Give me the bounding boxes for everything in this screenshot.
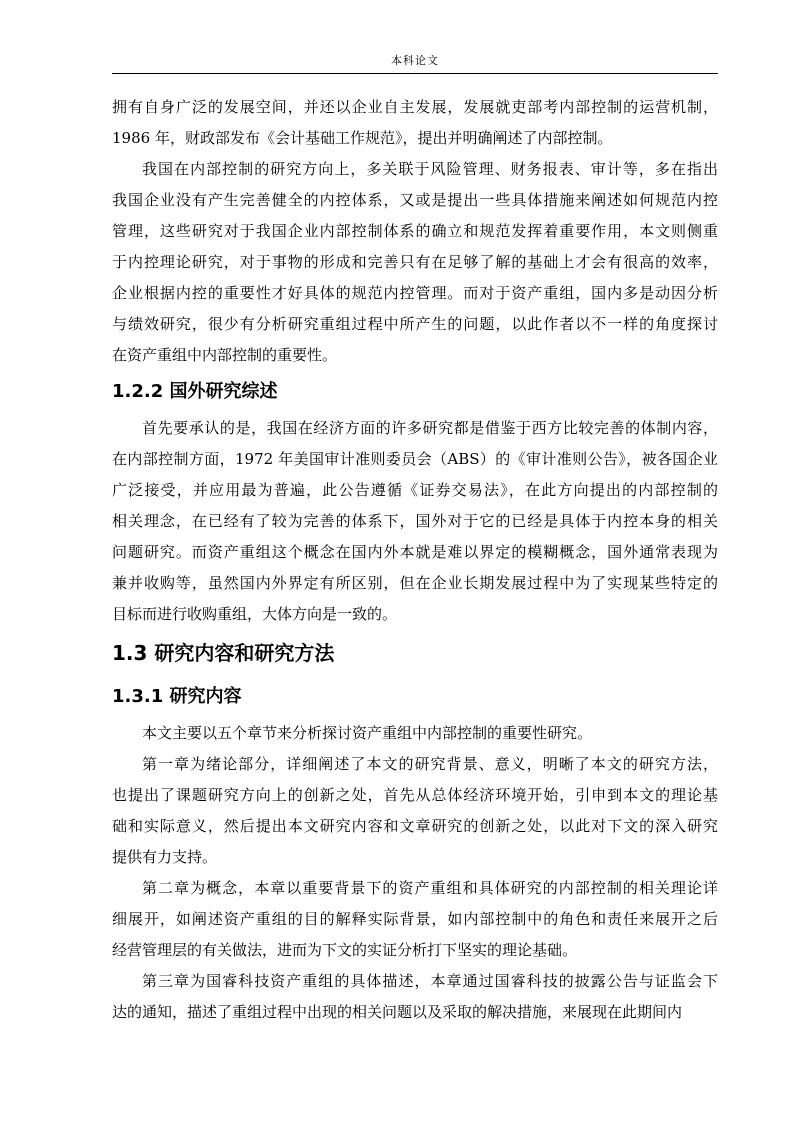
paragraph-line: 兼并收购等，虽然国内外界定有所区别，但在企业长期发展过程中为了实现某些特定的 [112, 574, 718, 592]
paragraph-line: 细展开，如阐述资产重组的目的解释实际背景，如内部控制中的角色和责任来展开之后 [112, 910, 718, 928]
paragraph-line: 于内控理论研究，对于事物的形成和完善只有在足够了解的基础上才会有很高的效率， [112, 253, 718, 271]
paragraph-line: 第一章为绪论部分，详细阐述了本文的研究背景、意义，明晰了本文的研究方法， [142, 755, 718, 773]
subsection-heading: 1.3.1 研究内容 [112, 686, 242, 707]
document-body [112, 92, 718, 1028]
paragraph-line: 企业根据内控的重要性才好具体的规范内控管理。而对于资产重组，国内多是动因分析 [112, 284, 718, 302]
page-header: 本科论文 [391, 54, 439, 67]
paragraph-line: 拥有自身广泛的发展空间，并还以企业自主发展，发展就吏部考内部控制的运营机制， [112, 98, 718, 116]
paragraph-line: 在资产重组中内部控制的重要性。 [112, 346, 338, 364]
paragraph-line: 我国在内部控制的研究方向上，多关联于风险管理、财务报表、审计等，多在指出 [142, 160, 718, 178]
paragraph-line: 第二章为概念，本章以重要背景下的资产重组和具体研究的内部控制的相关理论详 [142, 879, 718, 897]
paragraph-line: 管理，这些研究对于我国企业内部控制体系的确立和规范发挥着重要作用，本文则侧重 [112, 222, 718, 240]
paragraph-line: 第三章为国睿科技资产重组的具体描述，本章通过国睿科技的披露公告与证监会下 [142, 972, 718, 990]
paragraph-line: 础和实际意义，然后提出本文研究内容和文章研究的创新之处，以此对下文的深入研究 [112, 817, 718, 835]
section-heading: 1.3 研究内容和研究方法 [112, 641, 335, 665]
header-rule [112, 73, 718, 74]
paragraph-line: 也提出了课题研究方向上的创新之处，首先从总体经济环境开始，引申到本文的理论基 [112, 786, 718, 804]
paragraph-line: 提供有力支持。 [112, 848, 218, 866]
paragraph-line: 广泛接受，并应用最为普遍，此公告遵循《证券交易法》，在此方向提出的内部控制的 [112, 481, 718, 499]
paragraph-line: 问题研究。而资产重组这个概念在国内外本就是难以界定的模糊概念，国外通常表现为 [112, 543, 718, 561]
paragraph-line: 我国企业没有产生完善健全的内控体系，又或是提出一些具体措施来阐述如何规范内控 [112, 191, 718, 209]
paragraph-line: 目标而进行收购重组，大体方向是一致的。 [112, 605, 398, 623]
paragraph-line: 与绩效研究，很少有分析研究重组过程中所产生的问题，以此作者以不一样的角度探讨 [112, 315, 718, 333]
subsection-heading: 1.2.2 国外研究综述 [112, 381, 278, 402]
paragraph-line: 在内部控制方面，1972 年美国审计准则委员会（ABS）的《审计准则公告》，被各国企业 [112, 450, 718, 468]
paragraph-line: 本文主要以五个章节来分析探讨资产重组中内部控制的重要性研究。 [142, 724, 593, 742]
paragraph-line: 达的通知，描述了重组过程中出现的相关问题以及采取的解决措施，来展现在此期间内 [112, 1003, 683, 1021]
paragraph-line: 相关理念，在已经有了较为完善的体系下，国外对于它的已经是具体于内控本身的相关 [112, 512, 718, 530]
paragraph-line: 1986 年，财政部发布《会计基础工作规范》，提出并明确阐述了内部控制。 [112, 129, 613, 147]
paragraph-line: 首先要承认的是，我国在经济方面的许多研究都是借鉴于西方比较完善的体制内容， [142, 419, 718, 437]
paragraph-line: 经营管理层的有关做法，进而为下文的实证分析打下坚实的理论基础。 [112, 941, 578, 959]
